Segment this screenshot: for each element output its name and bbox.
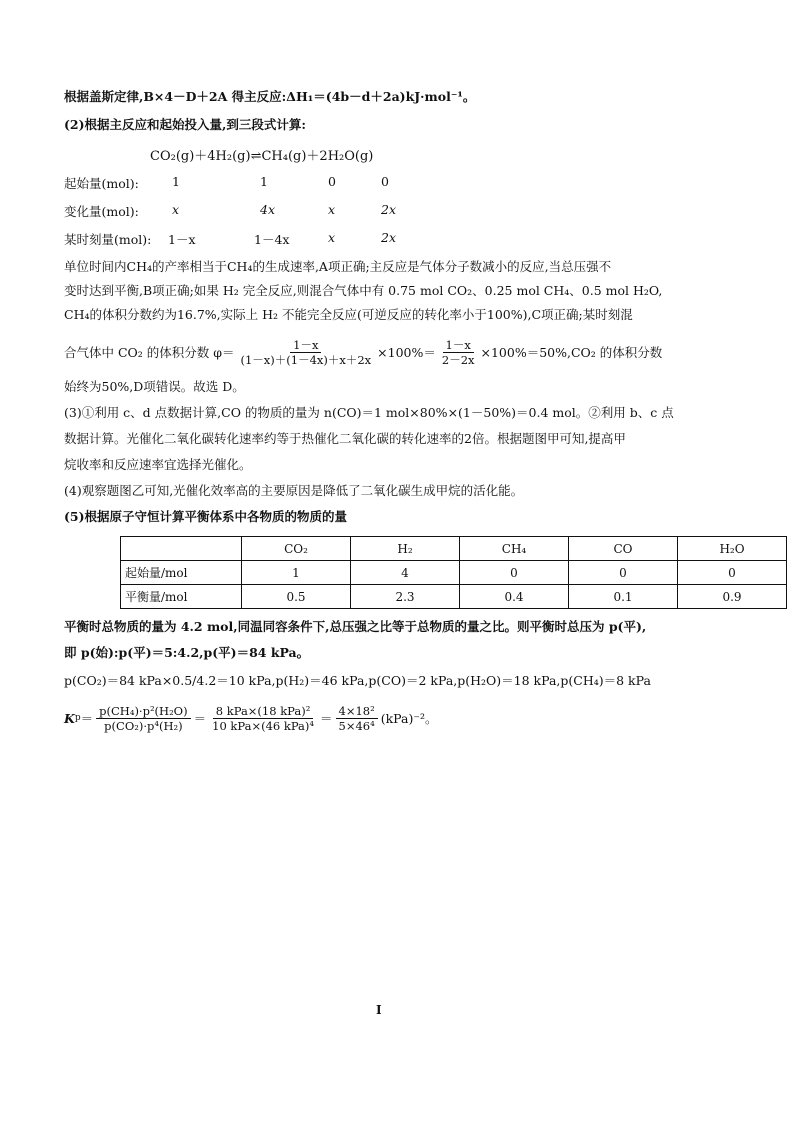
part5-line: 即 p(始):p(平)＝5:4.2,p(平)＝84 kPa。 — [64, 645, 310, 660]
ice-value: 1－x — [168, 232, 196, 247]
table-cell: 0.5 — [242, 585, 351, 609]
ice-value: 2x — [381, 202, 397, 217]
table-cell: 0 — [569, 561, 678, 585]
fraction — [439, 338, 478, 367]
ice-value: 1－4x — [254, 232, 290, 247]
table-header-cell — [121, 537, 242, 561]
equals-sign: ＝ — [80, 711, 94, 726]
table-row-label: 平衡量/mol — [121, 585, 242, 609]
formula-lead: 合气体中 CO₂ 的体积分数 φ＝ — [64, 345, 235, 360]
formula-mid: ×100%＝ — [377, 345, 436, 360]
table-header-cell: H₂ — [351, 537, 460, 561]
part4-line: (4)观察题图乙可知,光催化效率高的主要原因是降低了二氧化碳生成甲烷的活化能。 — [64, 483, 524, 498]
table-row-label: 起始量/mol — [121, 561, 242, 585]
table-cell: 0.4 — [460, 585, 569, 609]
fraction-denominator: 10 kPa×(46 kPa)⁴ — [212, 718, 315, 733]
fraction-denominator: 2－2x — [441, 352, 475, 367]
table-row — [121, 585, 787, 609]
kp-subscript: p — [74, 713, 81, 723]
ice-label: 变化量(mol): — [64, 204, 139, 219]
ice-value: x — [172, 202, 180, 217]
table-header-cell: H₂O — [678, 537, 787, 561]
table-cell: 0.9 — [678, 585, 787, 609]
page-number: I — [376, 1003, 382, 1017]
part3-line: (3)①利用 c、d 点数据计算,CO 的物质的量为 n(CO)＝1 mol×80%×(1－50%)＝0.4 mol。②利用 b、c 点 — [64, 405, 674, 420]
table-cell: 0.1 — [569, 585, 678, 609]
ice-row-moment — [64, 230, 484, 248]
fraction-denominator: 5×46⁴ — [338, 718, 375, 733]
fraction-numerator: 4×18² — [336, 704, 378, 719]
explanation-line: 单位时间内CH₄的产率相当于CH₄的生成速率,A项正确;主反应是气体分子数减小的反应,当总压强不 — [64, 259, 612, 274]
kp-unit: (kPa)⁻²。 — [380, 711, 438, 726]
fraction — [96, 704, 190, 733]
part5-intro: (5)根据原子守恒计算平衡体系中各物质的物质的量 — [64, 509, 348, 524]
hess-law-line: 根据盖斯定律,B×4－D＋2A 得主反应:ΔH₁＝(4b－d＋2a)kJ·mol⁻¹。 — [64, 89, 476, 104]
table-cell: 2.3 — [351, 585, 460, 609]
ice-value: 2x — [381, 230, 397, 245]
ice-value: 4x — [260, 202, 276, 217]
ice-value: 1 — [260, 174, 268, 189]
kp-formula — [64, 698, 437, 738]
fraction — [209, 704, 317, 733]
fraction-denominator: p(CO₂)·p⁴(H₂) — [104, 718, 183, 733]
table-cell: 0 — [460, 561, 569, 585]
kp-symbol: K — [64, 710, 75, 726]
equals-sign: ＝ — [193, 711, 207, 726]
volume-fraction-formula — [64, 334, 662, 370]
table-header-cell: CO — [569, 537, 678, 561]
equals-sign: ＝ — [320, 711, 333, 726]
main-reaction-equation: CO₂(g)＋4H₂(g)⇌CH₄(g)＋2H₂O(g) — [150, 149, 374, 164]
explanation-line: CH₄的体积分数约为16.7%,实际上 H₂ 不能完全反应(可逆反应的转化率小于100%),C项正确;某时刻混 — [64, 307, 633, 322]
ice-value: x — [328, 230, 336, 245]
fraction — [238, 338, 375, 367]
part3-line: 烷收率和反应速率宜选择光催化。 — [64, 457, 252, 472]
fraction-numerator: 1－x — [443, 338, 474, 353]
ice-label: 起始量(mol): — [64, 176, 139, 191]
partial-pressures-line: p(CO₂)＝84 kPa×0.5/4.2＝10 kPa,p(H₂)＝46 kPa,p(CO)＝2 kPa,p(H₂O)＝18 kPa,p(CH₄)＝8 kPa — [64, 673, 651, 688]
fraction-numerator: p(CH₄)·p²(H₂O) — [96, 704, 190, 719]
part3-line: 数据计算。光催化二氧化碳转化速率约等于热催化二氧化碳的转化速率的2倍。根据题图甲可知,提高甲 — [64, 431, 626, 446]
table-cell: 0 — [678, 561, 787, 585]
table-header-cell: CH₄ — [460, 537, 569, 561]
table-cell: 1 — [242, 561, 351, 585]
fraction-numerator: 1－x — [290, 338, 321, 353]
table-cell: 4 — [351, 561, 460, 585]
table-header-cell: CO₂ — [242, 537, 351, 561]
ice-value: 0 — [328, 174, 336, 189]
ice-value: 1 — [172, 174, 180, 189]
fraction-numerator: 8 kPa×(18 kPa)² — [213, 704, 314, 719]
equilibrium-table — [120, 536, 787, 609]
explanation-line: 变时达到平衡,B项正确;如果 H₂ 完全反应,则混合气体中有 0.75 mol CO₂、0.25 mol CH₄、0.5 mol H₂O, — [64, 283, 663, 298]
ice-value: 0 — [381, 174, 389, 189]
ice-label: 某时刻量(mol): — [64, 232, 152, 247]
ice-row-initial — [64, 174, 484, 192]
table-row — [121, 561, 787, 585]
ice-value: x — [328, 202, 336, 217]
ice-row-change — [64, 202, 484, 220]
fraction — [336, 704, 378, 733]
part2-intro: (2)根据主反应和起始投入量,到三段式计算: — [64, 117, 306, 132]
fraction-denominator: (1－x)＋(1－4x)＋x＋2x — [240, 352, 372, 367]
explanation-line: 始终为50%,D项错误。故选 D。 — [64, 379, 245, 394]
table-header-row — [121, 537, 787, 561]
formula-tail: ×100%＝50%,CO₂ 的体积分数 — [480, 345, 663, 360]
part5-line: 平衡时总物质的量为 4.2 mol,同温同容条件下,总压强之比等于总物质的量之比。则平衡时总压为 p(平), — [64, 619, 647, 634]
